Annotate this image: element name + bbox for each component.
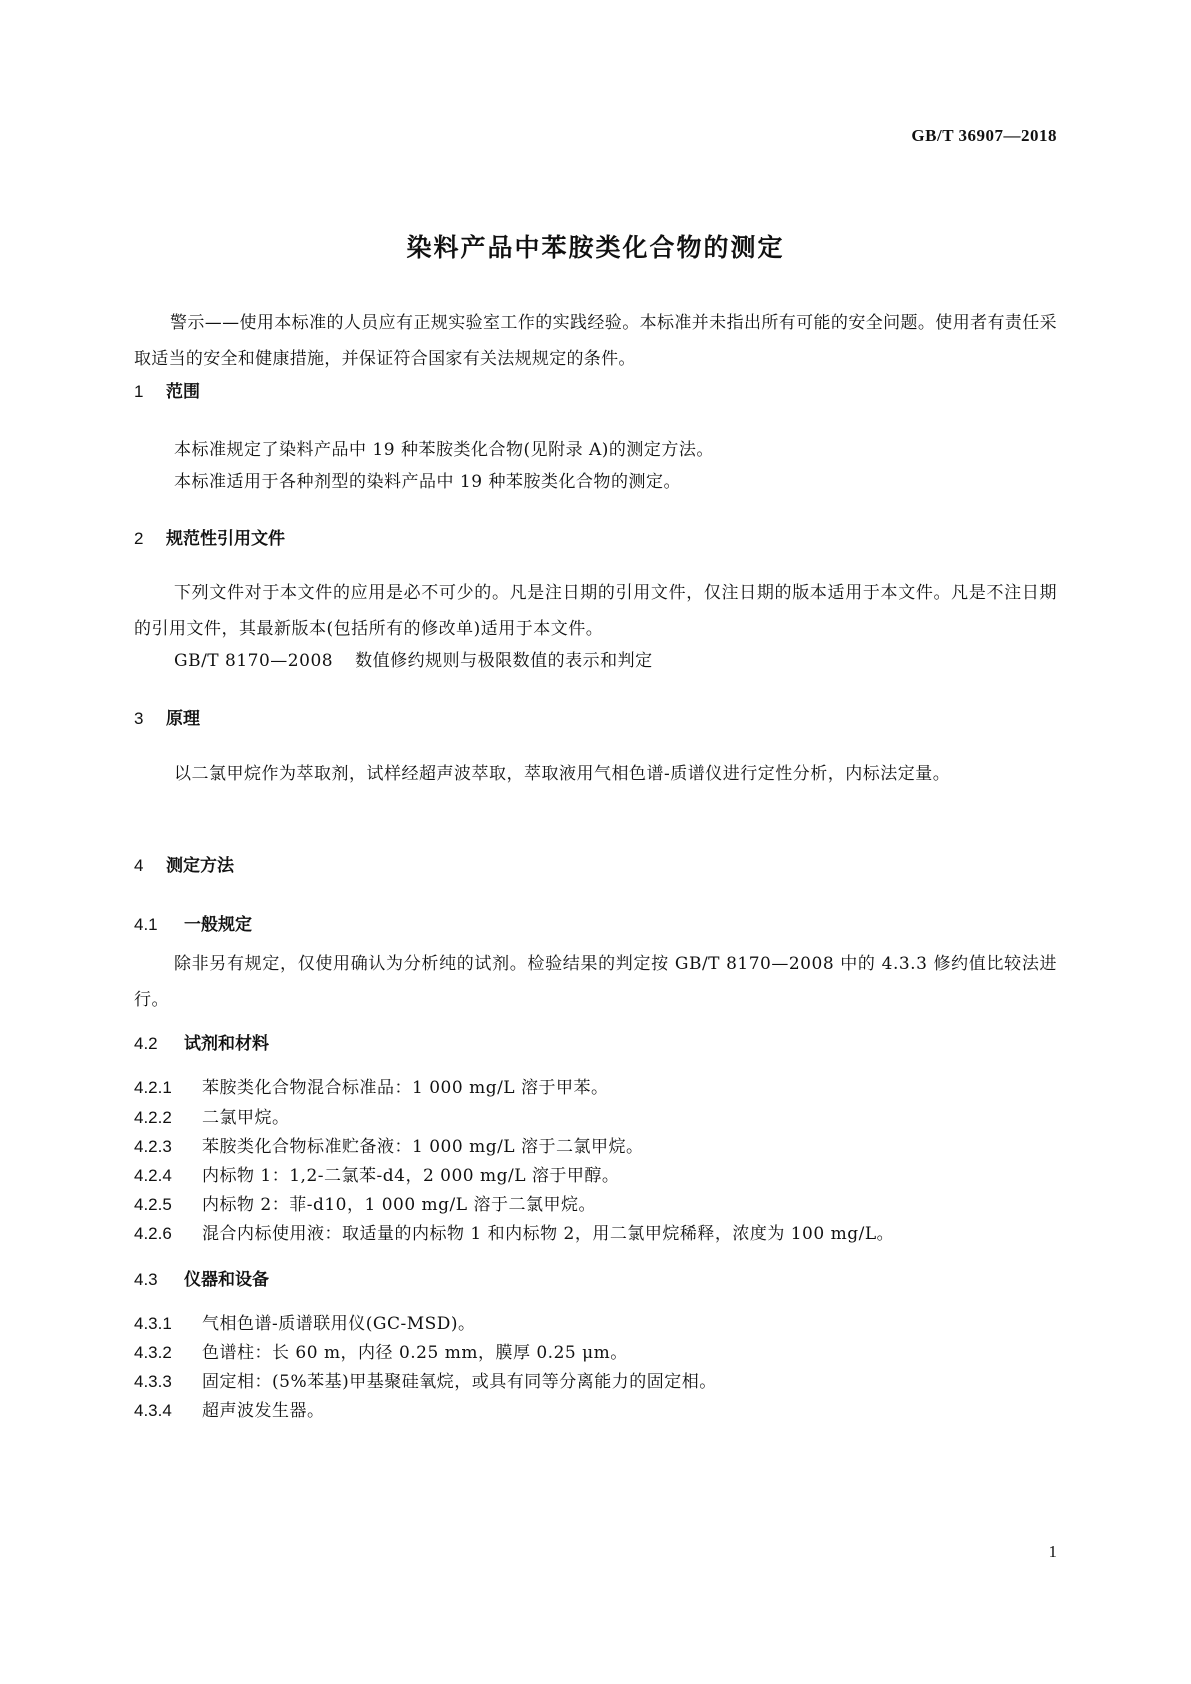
page-number: 1 bbox=[1048, 1542, 1057, 1561]
item-number: 4.3.4 bbox=[134, 1401, 172, 1420]
general-rules-paragraph: 除非另有规定，仅使用确认为分析纯的试剂。检验结果的判定按 GB/T 8170—2008 中的 4.3.3 修约值比较法进行。 bbox=[134, 954, 1057, 1010]
section-3-heading bbox=[134, 704, 200, 729]
section-title: 一般规定 bbox=[184, 915, 252, 935]
section-title: 试剂和材料 bbox=[184, 1034, 269, 1054]
section-number: 4.1 bbox=[134, 915, 158, 934]
scope-paragraph-2: 本标准适用于各种剂型的染料产品中 19 种苯胺类化合物的测定。 bbox=[174, 472, 681, 492]
reference-title: 数值修约规则与极限数值的表示和判定 bbox=[355, 651, 653, 671]
list-item bbox=[134, 1103, 290, 1128]
section-4-2-heading bbox=[134, 1029, 269, 1054]
item-number: 4.2.1 bbox=[134, 1078, 172, 1097]
principle-paragraph: 以二氯甲烷作为萃取剂，试样经超声波萃取，萃取液用气相色谱-质谱仪进行定性分析，内标法定量。 bbox=[174, 764, 951, 784]
section-title: 测定方法 bbox=[166, 856, 234, 876]
list-item bbox=[134, 1219, 894, 1244]
item-number: 4.2.4 bbox=[134, 1166, 172, 1185]
section-title: 仪器和设备 bbox=[184, 1270, 269, 1290]
list-item bbox=[134, 1073, 609, 1098]
item-number: 4.2.6 bbox=[134, 1224, 172, 1243]
section-4-heading bbox=[134, 851, 234, 876]
item-text: 色谱柱：长 60 m，内径 0.25 mm，膜厚 0.25 μm。 bbox=[202, 1343, 628, 1363]
document-title: 染料产品中苯胺类化合物的测定 bbox=[406, 233, 785, 262]
section-1-heading bbox=[134, 377, 200, 402]
reference-code: GB/T 8170—2008 bbox=[174, 651, 334, 671]
item-text: 内标物 2：菲-d10，1 000 mg/L 溶于二氯甲烷。 bbox=[202, 1195, 596, 1215]
item-text: 苯胺类化合物混合标准品：1 000 mg/L 溶于甲苯。 bbox=[202, 1078, 609, 1098]
item-number: 4.3.3 bbox=[134, 1372, 172, 1391]
item-number: 4.2.2 bbox=[134, 1108, 172, 1127]
section-4-3-heading bbox=[134, 1265, 269, 1290]
list-item bbox=[134, 1190, 596, 1215]
section-number: 3 bbox=[134, 709, 144, 728]
item-number: 4.2.5 bbox=[134, 1195, 172, 1214]
standard-code: GB/T 36907—2018 bbox=[911, 126, 1057, 145]
section-number: 4.3 bbox=[134, 1270, 158, 1289]
warning-paragraph: 警示——使用本标准的人员应有正规实验室工作的实践经验。本标准并未指出所有可能的安全问题。使用者有责任采取适当的安全和健康措施，并保证符合国家有关法规规定的条件。 bbox=[134, 313, 1057, 369]
item-number: 4.2.3 bbox=[134, 1137, 172, 1156]
item-text: 气相色谱-质谱联用仪(GC-MSD)。 bbox=[202, 1314, 476, 1334]
normative-references-paragraph: 下列文件对于本文件的应用是必不可少的。凡是注日期的引用文件，仅注日期的版本适用于本文件。凡是不注日期的引用文件，其最新版本(包括所有的修改单)适用于本文件。 bbox=[134, 583, 1057, 639]
list-item bbox=[134, 1309, 476, 1334]
reference-entry bbox=[174, 646, 653, 671]
section-number: 2 bbox=[134, 529, 144, 548]
section-number: 4 bbox=[134, 856, 144, 875]
item-text: 混合内标使用液：取适量的内标物 1 和内标物 2，用二氯甲烷稀释，浓度为 100 mg/L。 bbox=[202, 1224, 895, 1244]
list-item bbox=[134, 1161, 619, 1186]
item-text: 内标物 1：1,2-二氯苯-d4，2 000 mg/L 溶于甲醇。 bbox=[202, 1166, 620, 1186]
section-title: 原理 bbox=[166, 709, 200, 729]
list-item bbox=[134, 1338, 628, 1363]
item-text: 固定相：(5%苯基)甲基聚硅氧烷，或具有同等分离能力的固定相。 bbox=[202, 1372, 717, 1392]
section-2-heading bbox=[134, 524, 285, 549]
section-4-1-heading bbox=[134, 910, 252, 935]
section-title: 规范性引用文件 bbox=[166, 529, 285, 549]
list-item bbox=[134, 1132, 644, 1157]
scope-paragraph-1: 本标准规定了染料产品中 19 种苯胺类化合物(见附录 A)的测定方法。 bbox=[174, 440, 714, 460]
section-title: 范围 bbox=[166, 382, 200, 402]
item-text: 二氯甲烷。 bbox=[202, 1108, 290, 1128]
list-item bbox=[134, 1367, 717, 1392]
list-item bbox=[134, 1396, 325, 1421]
item-text: 苯胺类化合物标准贮备液：1 000 mg/L 溶于二氯甲烷。 bbox=[202, 1137, 644, 1157]
section-number: 1 bbox=[134, 382, 144, 401]
section-number: 4.2 bbox=[134, 1034, 158, 1053]
item-number: 4.3.1 bbox=[134, 1314, 172, 1333]
item-text: 超声波发生器。 bbox=[202, 1401, 325, 1421]
item-number: 4.3.2 bbox=[134, 1343, 172, 1362]
